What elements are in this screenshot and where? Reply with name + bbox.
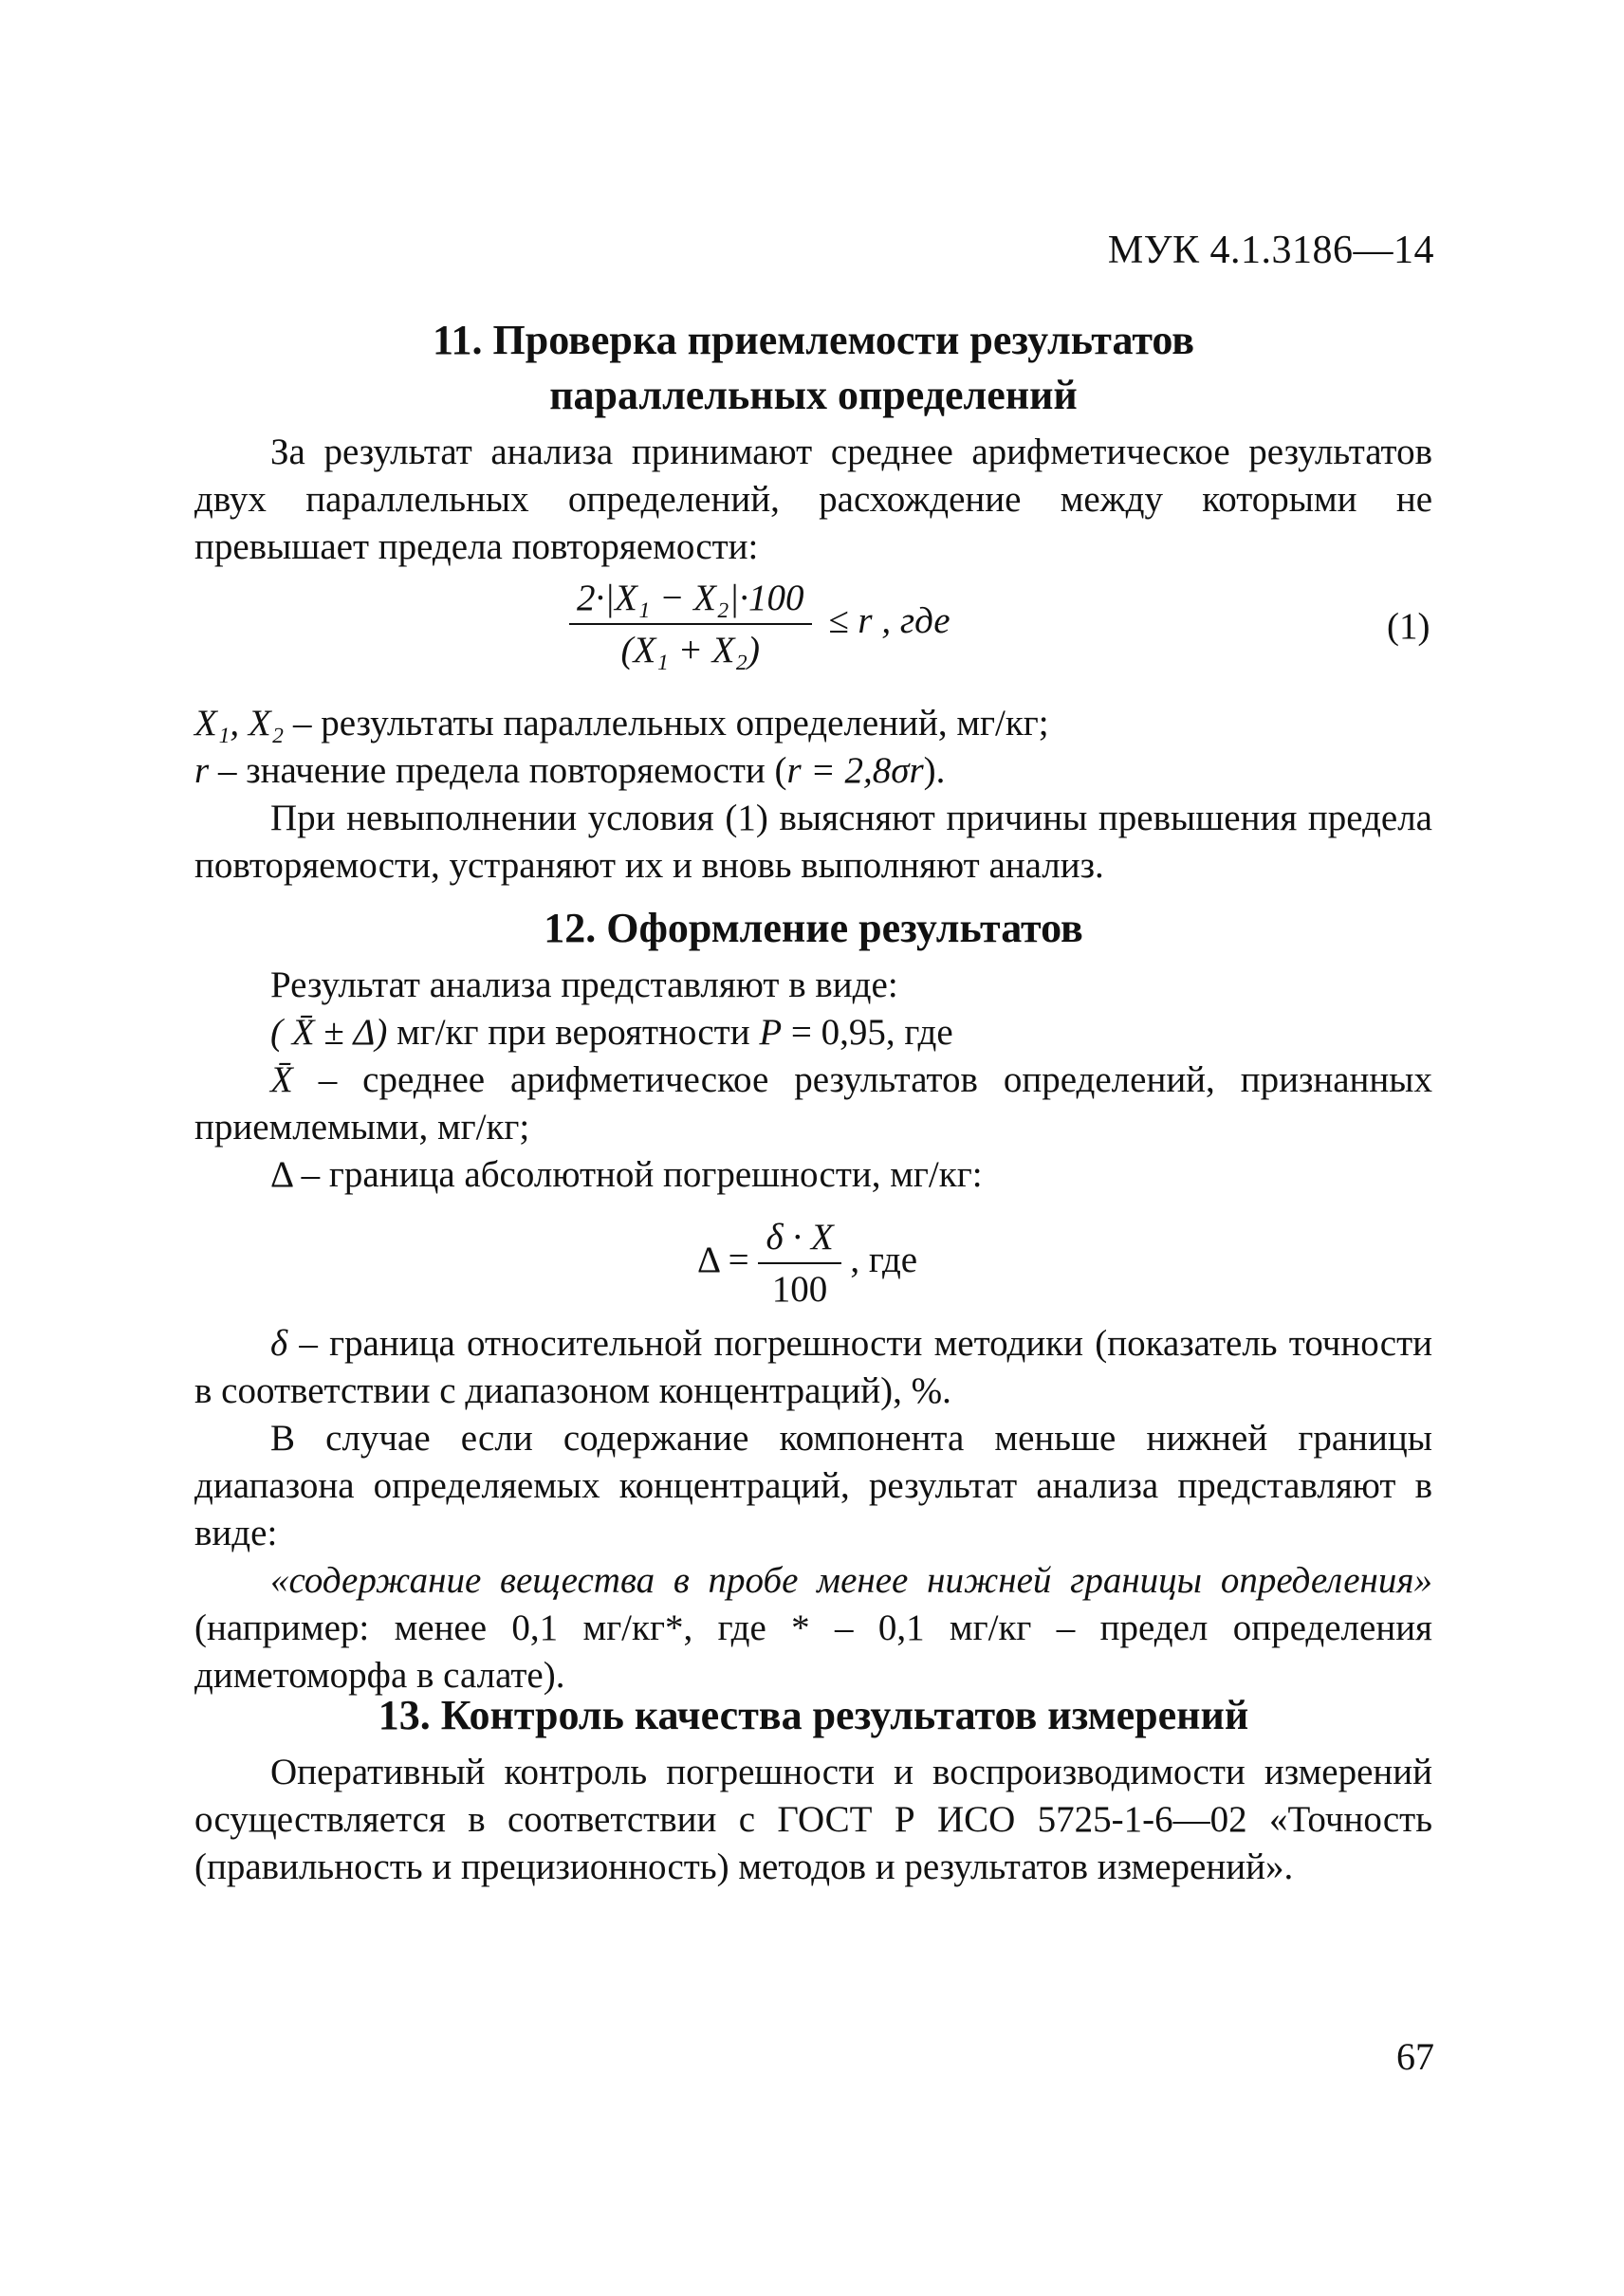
document-code: МУК 4.1.3186—14 (1107, 229, 1434, 272)
delta-def-symbol: δ (270, 1323, 288, 1364)
section-11-intro: За результат анализа принимают среднее арифметическое результатов двух параллельных определений, расхождение между которыми не превышает предела повторяемости: (194, 432, 1432, 567)
definition-r-end: ). (923, 750, 946, 791)
delta-line: Δ – граница абсолютной погрешности, мг/кг: (270, 1154, 983, 1195)
section-13-paragraph: Оперативный контроль погрешности и воспроизводимости измерений осуществляется в соответствии с ГОСТ Р ИСО 5725-1-6—02 «Точность (правильность и прецизионность) методов и результатов измерений». (194, 1752, 1432, 1887)
section-11-heading-line1: 11. Проверка приемлемости результатов (432, 317, 1195, 363)
formula-delta (697, 1216, 917, 1311)
definition-x-text: – результаты параллельных определений, мг/кг; (284, 703, 1049, 744)
xbar-definition (194, 1056, 1432, 1151)
formula-delta-rhs: , где (850, 1239, 918, 1280)
quote-paragraph (194, 1557, 1432, 1699)
formula-fraction (569, 577, 812, 671)
xbar-text: – среднее арифметическое результатов определений, признанных приемлемыми, мг/кг; (194, 1059, 1432, 1148)
definition-r (194, 747, 1432, 795)
section-13-heading: 13. Контроль качества результатов измерений (378, 1692, 1249, 1738)
delta-definition (194, 1320, 1432, 1415)
formula-delta-denominator: 100 (771, 1269, 828, 1310)
xbar-symbol: X̄ (270, 1059, 293, 1100)
delta-def-text: – граница относительной погрешности методики (показатель точности в соответствии с диапазоном концентраций), %. (194, 1323, 1432, 1411)
result-text: мг/кг при вероятности (387, 1012, 760, 1053)
section-11-note: При невыполнении условия (1) выясняют причины превышения предела повторяемости, устраняют их и вновь выполняют анализ. (194, 798, 1432, 886)
formula-delta-lhs: Δ = (697, 1239, 749, 1280)
definition-r-var: r (194, 750, 210, 791)
section-11-heading-line2: параллельных определений (549, 372, 1078, 418)
section-12-continued (194, 1320, 1432, 1699)
definition-r-formula: r = 2,8σr (786, 750, 924, 791)
formula-delta-numerator: δ · X (766, 1217, 834, 1258)
formula-delta-fraction (758, 1216, 840, 1311)
formula-numerator: 2·|X₁ − X₂|·100 (577, 578, 804, 618)
section-11-definitions (194, 700, 1432, 890)
formula-rhs: ≤ r , где (828, 599, 950, 641)
section-12-result-form (194, 1009, 1432, 1056)
result-expression: ( X̄ ± Δ) (270, 1012, 388, 1053)
probability-symbol: P (759, 1012, 783, 1053)
quote-rest: (например: менее 0,1 мг/кг*, где * – 0,1 мг/кг – предел определения диметоморфа в салате). (194, 1607, 1432, 1696)
section-11 (194, 313, 1432, 571)
section-12 (194, 901, 1432, 1199)
section-12-line1: Результат анализа представляют в виде: (270, 964, 898, 1005)
result-end: = 0,95, где (782, 1012, 953, 1053)
section-13 (194, 1688, 1432, 1891)
definition-x (194, 700, 1432, 747)
quote-italic: «содержание вещества в пробе менее нижней границы определения» (270, 1560, 1432, 1601)
page-number: 67 (1396, 2035, 1434, 2078)
formula-denominator: (X₁ + X₂) (620, 630, 761, 670)
formula-number: (1) (1387, 606, 1430, 647)
formula-repeatability (569, 577, 950, 671)
definition-x-var: X₁, X₂ (194, 703, 285, 744)
case-paragraph: В случае если содержание компонента меньше нижней границы диапазона определяемых концентраций, результат анализа представляют в виде: (194, 1418, 1432, 1553)
section-12-heading: 12. Оформление результатов (544, 905, 1083, 951)
definition-r-text: – значение предела повторяемости ( (209, 750, 787, 791)
